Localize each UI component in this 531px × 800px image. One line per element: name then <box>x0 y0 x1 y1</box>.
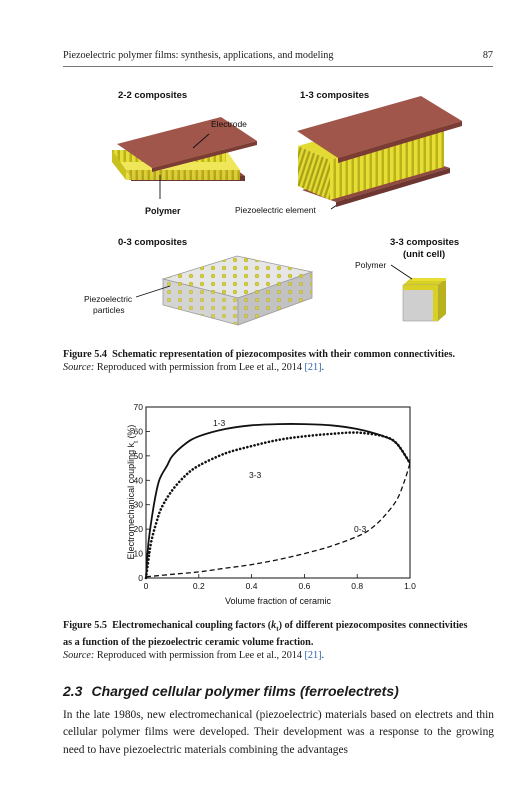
x-tick-label: 0.8 <box>351 581 364 591</box>
y-tick-label: 60 <box>133 426 143 437</box>
label-3-3: 3-3 composites <box>390 237 460 248</box>
series-line-3-3 <box>146 433 410 578</box>
section-number: 2.3 <box>63 683 83 699</box>
fig55-title-a: Electromechanical coupling factors ( <box>112 620 272 631</box>
fig54-label: Figure 5.4 <box>63 349 107 360</box>
label-piezo-particles-1: Piezoelectric <box>84 294 133 304</box>
label-polymer: Polymer <box>145 206 181 216</box>
fig55-title-k: k <box>271 620 277 631</box>
x-tick-label: 0.4 <box>245 581 258 591</box>
x-axis-label: Volume fraction of ceramic <box>224 596 332 606</box>
annotation-1-3: 1-3 <box>213 418 226 428</box>
y-tick-label: 10 <box>133 548 143 559</box>
series-line-0-3 <box>146 463 410 577</box>
annotation-0-3: 0-3 <box>354 524 367 534</box>
y-tick-label: 0 <box>138 573 143 583</box>
y-tick-label: 50 <box>133 450 143 461</box>
y-tick-label: 30 <box>133 499 143 510</box>
axis-ticks <box>134 402 417 591</box>
x-tick-label: 0 <box>143 581 149 591</box>
series-line-1-3 <box>146 424 410 578</box>
label-2-2: 2-2 composites <box>118 90 188 101</box>
label-1-3: 1-3 composites <box>300 90 370 101</box>
y-tick-label: 20 <box>133 524 143 535</box>
label-piezo-element: Piezoelectric element <box>235 205 316 215</box>
label-electrode: Electrode <box>211 119 247 129</box>
fig55-label: Figure 5.5 <box>63 620 107 631</box>
fig54-end: . <box>321 362 325 374</box>
label-piezo-particles-2: particles <box>93 305 125 315</box>
x-tick-label: 0.6 <box>298 581 311 591</box>
section-heading <box>63 683 399 699</box>
fig54-title: Schematic representation of piezocomposites with their common connectivities. <box>112 349 455 360</box>
x-tick-label: 0.2 <box>192 581 205 591</box>
section-title: Charged cellular polymer films (ferroelectrets) <box>91 683 399 699</box>
y-axis-label: Electromechanical coupling $k_t$ (%) <box>126 424 140 560</box>
figure-5-5-caption <box>63 619 473 663</box>
fig54-source-prefix: Source: <box>63 362 95 374</box>
fig55-ref-link[interactable]: [21] <box>304 650 322 662</box>
label-polymer-3-3: Polymer <box>355 260 387 270</box>
label-0-3: 0-3 composites <box>118 237 188 248</box>
fig54-source-text: Reproduced with permission from Lee et al., 2014 <box>96 362 302 374</box>
x-tick-label: 1.0 <box>404 581 416 591</box>
annotation-3-3: 3-3 <box>249 470 262 480</box>
data-series <box>146 424 410 578</box>
label-unit-cell: (unit cell) <box>403 249 446 260</box>
fig55-source-prefix: Source: <box>63 650 95 662</box>
page-number: 87 <box>482 50 493 61</box>
y-tick-label: 40 <box>133 475 143 486</box>
fig55-source-text: Reproduced with permission from Lee et al., 2014 <box>96 650 302 662</box>
y-tick-label: 70 <box>133 402 143 412</box>
fig54-ref-link[interactable]: [21] <box>304 362 322 374</box>
running-title: Piezoelectric polymer films: synthesis, applications, and modeling <box>63 50 334 61</box>
body-paragraph: In the late 1980s, new electromechanical (piezoelectric) materials based on electrets and thin cellular polymer films were developed. Their development was a response to the growing need to have piezoelectric materials combining the advantages <box>63 709 494 756</box>
fig55-title-sub: t <box>276 625 279 634</box>
fig55-end: . <box>321 650 325 662</box>
fig55-title-b: ) of different piezocomposites connectivities as a function of the piezoelectric ceramic volume fraction. <box>63 620 468 649</box>
